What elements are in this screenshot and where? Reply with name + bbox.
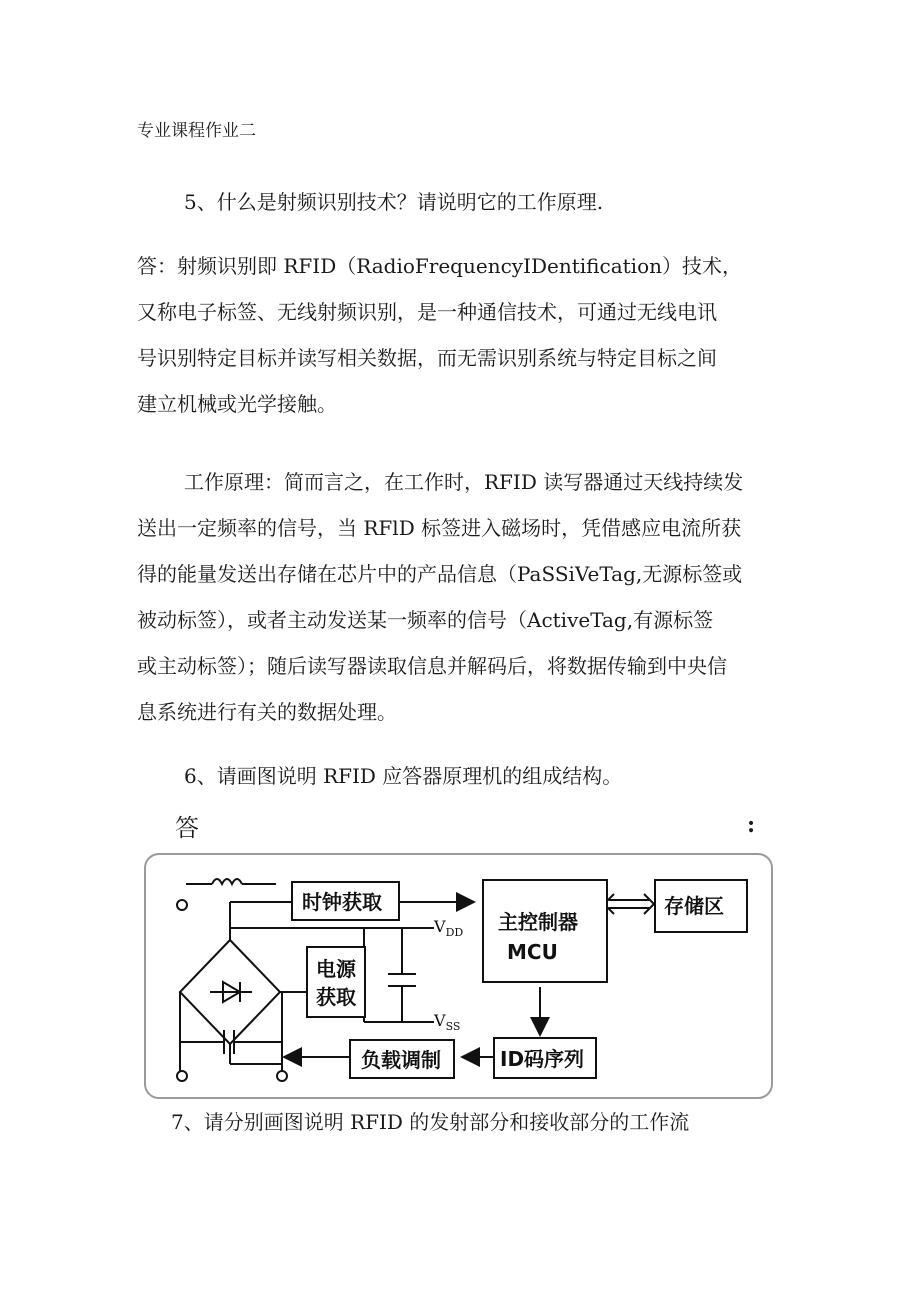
answer-1	[137, 243, 787, 427]
answer-2-line: 或主动标签）；随后读写器读取信息并解码后，将数据传输到中央信	[137, 654, 727, 678]
rectifier-bridge	[180, 940, 280, 1044]
controller-label-1: 主控制器	[498, 910, 578, 934]
terminal-right	[277, 1071, 287, 1081]
answer-1-line: 答：射频识别即 RFID（RadioFrequencyIDentification）技术，	[137, 254, 742, 278]
storage-label: 存储区	[664, 894, 724, 918]
terminal-left	[177, 1071, 187, 1081]
answer-2-line: 被动标签），或者主动发送某一频率的信号（ActiveTag,有源标签	[137, 608, 714, 632]
load-label: 负载调制	[361, 1048, 441, 1072]
transponder-diagram	[144, 852, 774, 1102]
answer-1-line: 建立机械或光学接触。	[137, 392, 337, 416]
id-label: ID码序列	[500, 1047, 585, 1071]
antenna-coil	[177, 879, 276, 910]
question-5: 5、什么是射频识别技术？请说明它的工作原理.	[184, 190, 604, 214]
answer-2	[137, 459, 787, 735]
vdd-label: V	[434, 917, 446, 936]
answer-2-line: 得的能量发送出存储在芯片中的产品信息（PaSSiVeTag,无源标签或	[137, 562, 743, 586]
answer-label: 答	[175, 814, 199, 842]
answer-colon: :	[747, 812, 756, 838]
answer-2-line: 息系统进行有关的数据处理。	[137, 700, 397, 724]
svg-text:VSS	[433, 1011, 460, 1033]
answer-1-line: 号识别特定目标并读写相关数据，而无需识别系统与特定目标之间	[137, 346, 717, 370]
vss-label: V	[434, 1011, 446, 1030]
vss-subscript: SS	[445, 1020, 461, 1033]
svg-text:VDD	[433, 917, 463, 939]
clock-label: 时钟获取	[302, 890, 382, 914]
document-title: 专业课程作业二	[137, 121, 256, 141]
controller-label-2: MCU	[507, 940, 558, 964]
power-label-2: 获取	[316, 985, 356, 1009]
vdd-subscript: DD	[445, 926, 464, 939]
answer-1-line: 又称电子标签、无线射频识别，是一种通信技术，可通过无线电讯	[137, 300, 717, 324]
answer-2-line: 送出一定频率的信号，当 RFlD 标签进入磁场时，凭借感应电流所获	[137, 516, 742, 540]
question-7: 7、请分别画图说明 RFID 的发射部分和接收部分的工作流	[171, 1110, 690, 1134]
question-6: 6、请画图说明 RFID 应答器原理机的组成结构。	[184, 764, 623, 788]
power-label-1: 电源	[316, 957, 356, 981]
answer-2-line: 工作原理：简而言之，在工作时，RFID 读写器通过天线持续发	[184, 470, 744, 494]
